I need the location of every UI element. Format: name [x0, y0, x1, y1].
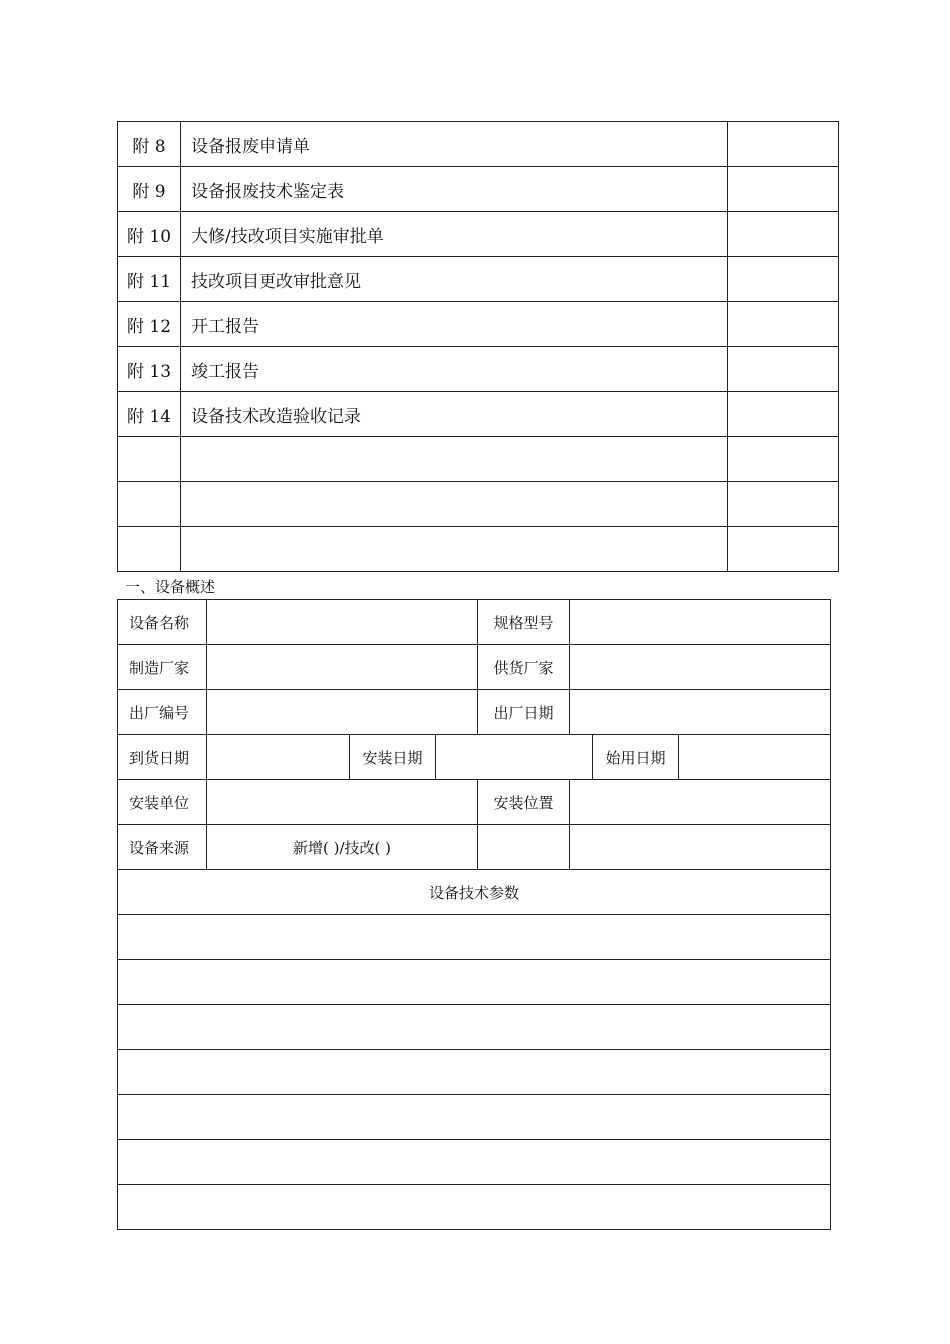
- attachment-extra-field[interactable]: [728, 527, 839, 572]
- tech-param-field[interactable]: [118, 1140, 831, 1185]
- attachment-extra-field[interactable]: [728, 392, 839, 437]
- attachment-number: [118, 437, 181, 482]
- attachment-number: 附 12: [118, 302, 181, 347]
- attachment-extra-field[interactable]: [728, 167, 839, 212]
- attachment-name: [181, 527, 728, 572]
- equipment-name-field[interactable]: [207, 600, 478, 645]
- attachment-number: 附 9: [118, 167, 181, 212]
- supplier-label: 供货厂家: [478, 645, 570, 690]
- tech-params-title: 设备技术参数: [118, 870, 831, 915]
- attachment-row: [118, 347, 839, 392]
- attachment-extra-field[interactable]: [728, 482, 839, 527]
- manufacturer-field[interactable]: [207, 645, 478, 690]
- section-heading-overview: 一、设备概述: [125, 578, 216, 596]
- attachment-extra-field[interactable]: [728, 302, 839, 347]
- attachment-number: 附 11: [118, 257, 181, 302]
- tech-param-row: [118, 1140, 831, 1185]
- attachment-number: [118, 482, 181, 527]
- attachment-row: [118, 302, 839, 347]
- attachment-name: 设备技术改造验收记录: [181, 392, 728, 437]
- attachment-name: 开工报告: [181, 302, 728, 347]
- serial-label: 出厂编号: [118, 690, 207, 735]
- tech-params-header-row: [118, 870, 831, 915]
- source-label: 设备来源: [118, 825, 207, 870]
- source-field[interactable]: 新增( )/技改( ): [207, 825, 478, 870]
- tech-param-row: [118, 1050, 831, 1095]
- overview-row-dates: [118, 735, 831, 780]
- attachment-list-table: [117, 121, 839, 572]
- install-date-label: 安装日期: [350, 735, 436, 780]
- source-blank-cell: [478, 825, 570, 870]
- install-location-field[interactable]: [570, 780, 831, 825]
- arrival-date-label: 到货日期: [118, 735, 207, 780]
- attachment-row: [118, 437, 839, 482]
- attachment-row: [118, 482, 839, 527]
- attachment-number: 附 8: [118, 122, 181, 167]
- factory-date-field[interactable]: [570, 690, 831, 735]
- attachment-name: 设备报废技术鉴定表: [181, 167, 728, 212]
- attachment-number: 附 14: [118, 392, 181, 437]
- attachment-row: [118, 122, 839, 167]
- overview-row-install: [118, 780, 831, 825]
- attachment-name: [181, 437, 728, 482]
- overview-row-serial: [118, 690, 831, 735]
- start-date-label: 始用日期: [593, 735, 679, 780]
- equipment-overview-table: [117, 599, 831, 1230]
- source-extra-field[interactable]: [570, 825, 831, 870]
- tech-param-field[interactable]: [118, 1005, 831, 1050]
- attachment-name: 竣工报告: [181, 347, 728, 392]
- tech-param-row: [118, 1005, 831, 1050]
- tech-param-row: [118, 915, 831, 960]
- tech-param-row: [118, 960, 831, 1005]
- model-label: 规格型号: [478, 600, 570, 645]
- tech-param-field[interactable]: [118, 915, 831, 960]
- factory-date-label: 出厂日期: [478, 690, 570, 735]
- tech-param-row: [118, 1185, 831, 1230]
- attachment-name: 大修/技改项目实施审批单: [181, 212, 728, 257]
- tech-param-field[interactable]: [118, 960, 831, 1005]
- attachment-extra-field[interactable]: [728, 347, 839, 392]
- attachment-row: [118, 167, 839, 212]
- overview-row-manufacturer: [118, 645, 831, 690]
- tech-params-body: [118, 915, 831, 1230]
- arrival-date-field[interactable]: [207, 735, 350, 780]
- attachment-extra-field[interactable]: [728, 437, 839, 482]
- overview-row-source: [118, 825, 831, 870]
- tech-param-field[interactable]: [118, 1050, 831, 1095]
- model-field[interactable]: [570, 600, 831, 645]
- tech-param-field[interactable]: [118, 1095, 831, 1140]
- install-unit-label: 安装单位: [118, 780, 207, 825]
- install-location-label: 安装位置: [478, 780, 570, 825]
- attachment-row: [118, 212, 839, 257]
- equipment-name-label: 设备名称: [118, 600, 207, 645]
- tech-param-row: [118, 1095, 831, 1140]
- attachment-name: 设备报废申请单: [181, 122, 728, 167]
- attachment-list-body: [118, 122, 839, 572]
- install-date-field[interactable]: [436, 735, 593, 780]
- attachment-extra-field[interactable]: [728, 122, 839, 167]
- manufacturer-label: 制造厂家: [118, 645, 207, 690]
- overview-row-name: [118, 600, 831, 645]
- tech-param-field[interactable]: [118, 1185, 831, 1230]
- attachment-number: [118, 527, 181, 572]
- attachment-name: [181, 482, 728, 527]
- install-unit-field[interactable]: [207, 780, 478, 825]
- attachment-number: 附 13: [118, 347, 181, 392]
- supplier-field[interactable]: [570, 645, 831, 690]
- start-date-field[interactable]: [679, 735, 831, 780]
- attachment-name: 技改项目更改审批意见: [181, 257, 728, 302]
- attachment-number: 附 10: [118, 212, 181, 257]
- attachment-row: [118, 257, 839, 302]
- serial-field[interactable]: [207, 690, 478, 735]
- attachment-extra-field[interactable]: [728, 212, 839, 257]
- attachment-row: [118, 392, 839, 437]
- attachment-row: [118, 527, 839, 572]
- attachment-extra-field[interactable]: [728, 257, 839, 302]
